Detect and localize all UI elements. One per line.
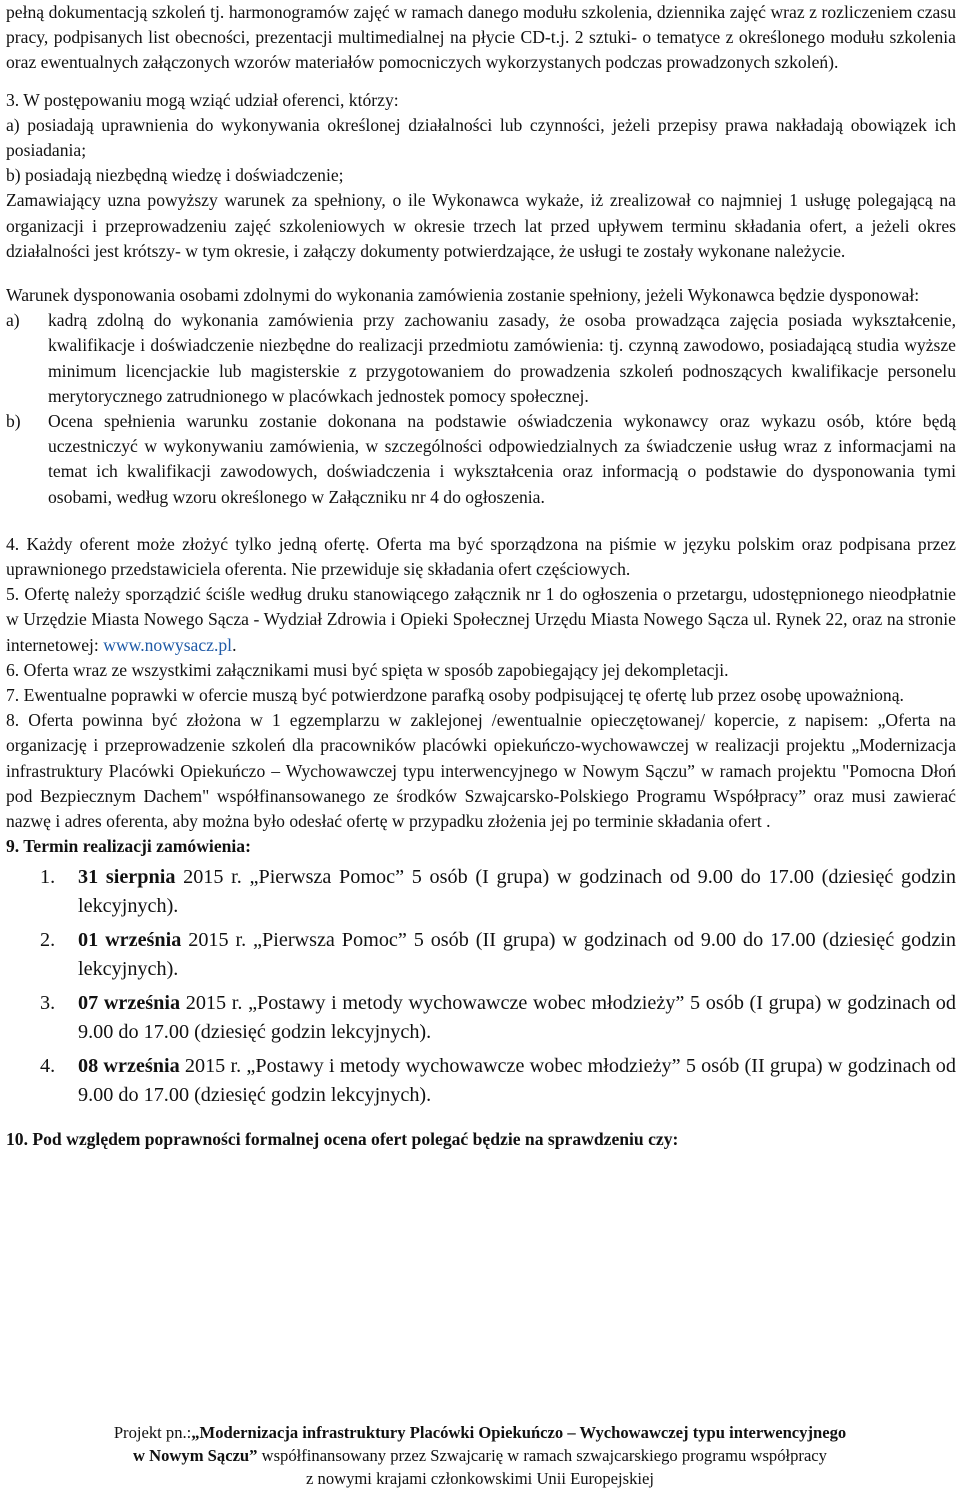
dysponowanie-section <box>6 283 956 510</box>
schedule-text: 2015 r. „Pierwsza Pomoc” 5 osób (I grupa) w godzinach od 9.00 do 17.00 (dziesięć godzin lekcyjnych). <box>78 865 956 917</box>
schedule-date: 08 września <box>78 1054 180 1077</box>
footer-project-title-end: w Nowym Sączu” <box>133 1446 258 1465</box>
schedule-text: 2015 r. „Pierwsza Pomoc” 5 osób (II grupa) w godzinach od 9.00 do 17.00 (dziesięć godzin lekcyjnych). <box>78 928 957 980</box>
section-5-text: 5. Ofertę należy sporządzić ściśle według druku stanowiącego załącznik nr 1 do ogłoszenia o przetargu, udostępnionego nieodpłatnie w Urzędzie Miasta Nowego Sącza - Wydział Zdrowia i Opieki Społecznej Urzędu Miasta Nowego Sącza ul. Rynek 22, oraz na stronie internetowej: <box>6 584 956 655</box>
section-5 <box>6 582 956 658</box>
sections-4-8 <box>6 532 956 834</box>
footer-prefix: Projekt pn.: <box>113 1423 192 1442</box>
item-text: kadrą zdolną do wykonania zamówienia przy zachowaniu zasady, że osoba prowadząca zajęcia posiada wykształcenie, kwalifikacje i doświadczenie niezbędne do realizacji przedmiotu zamówienia: tj. czynną zawodowo, posiadającą studia wyższe minimum licencjackie lub magisterskie z przygotowaniem do prowadzenia szkoleń podnoszących kwalifikacje personelu merytorycznego zatrudnionego w placówkach jednostek pomocy społecznej. <box>48 310 956 406</box>
intro-paragraph: pełną dokumentacją szkoleń tj. harmonogramów zajęć w ramach danego modułu szkolenia, dziennika zajęć wraz z rozliczeniem czasu pracy, podpisanych list obecności, prezentacji multimedialnej na płycie CD-t.j. 2 sztuki- o tematyce z określonego modułu szkolenia oraz ewentualnych załączonych wzorów materiałów pomocniczych wykorzystanych podczas prowadzonych szkoleń). <box>6 2 956 73</box>
item-label: a) <box>6 310 20 331</box>
schedule-number: 4. <box>40 1054 56 1077</box>
section-10-heading: 10. Pod względem poprawności formalnej ocena ofert polegać będzie na sprawdzeniu czy: <box>6 1128 679 1149</box>
item-text: Ocena spełnienia warunku zostanie dokonana na podstawie oświadczenia wykonawcy oraz wykazu osób, które będą uczestniczyć w wykonywaniu zamówienia, w szczególności odpowiedzialnych za świadczenie usług wraz z informacjami na temat ich kwalifikacji zawodowych, doświadczenia i wykształcenia oraz informacją o podstawie do dysponowania tymi osobami, według wzoru określonego w Załączniku nr 4 do ogłoszenia. <box>48 411 956 507</box>
page-footer <box>0 1421 960 1490</box>
dysponowanie-item-b <box>6 409 956 510</box>
section-8: 8. Oferta powinna być złożona w 1 egzemplarzu w zaklejonej /ewentualnie opieczętowanej/ kopercie, z napisem: „Oferta na organizację i przeprowadzenie szkoleń dla pracowników placówki opiekuńczo-wychowawczej w realizacji projektu „Modernizacja infrastruktury Placówki Opiekuńczo – Wychowawczej typu interwencyjnego w Nowym Sączu” w ramach projektu "Pomocna Dłoń pod Bezpiecznym Dachem" współfinansowanego ze środków Szwajcarsko-Polskiego Programu Współpracy” oraz musi zawierać nazwę i adres oferenta, aby można było odesłać ofertę w przypadku złożenia jej po terminie składania ofert . <box>6 710 956 832</box>
section-4: 4. Każdy oferent może złożyć tylko jedną ofertę. Oferta ma być sporządzona na piśmie w języku polskim oraz podpisana przez uprawnionego przedstawiciela oferenta. Nie przewiduje się składania ofert częściowych. <box>6 533 956 580</box>
dysponowanie-item-a <box>6 308 956 409</box>
schedule-number: 2. <box>40 928 56 951</box>
section-3-item-b: b) posiadają niezbędną wiedzę i doświadczenie; <box>6 165 344 186</box>
schedule-date: 01 września <box>78 928 182 951</box>
schedule-item <box>6 863 956 922</box>
section-3-condition: Zamawiający uzna powyższy warunek za spełniony, o ile Wykonawca wykaże, iż zrealizował co najmniej 1 usługę polegającą na organizacji i przeprowadzeniu zajęć szkoleniowych w okresie trzech lat przed upływem terminu składania ofert, a jeżeli okres działalności jest krótszy- w tym okresie, i załączy dokumenty potwierdzające, że usługi te zostały wykonane należycie. <box>6 190 956 261</box>
schedule-number: 3. <box>40 991 56 1014</box>
section-6: 6. Oferta wraz ze wszystkimi załącznikami musi być spięta w sposób zapobiegający jej dekompletacji. <box>6 659 729 680</box>
footer-line-3: z nowymi krajami członkowskimi Unii Europejskiej <box>306 1469 654 1488</box>
schedule-item <box>6 1052 956 1111</box>
website-link[interactable]: www.nowysacz.pl <box>103 634 233 655</box>
section-3-heading: 3. W postępowaniu mogą wziąć udział oferenci, którzy: <box>6 89 399 110</box>
section-9-heading: 9. Termin realizacji zamówienia: <box>6 836 251 857</box>
section-3 <box>6 88 956 264</box>
schedule-date: 31 sierpnia <box>78 865 176 888</box>
dysponowanie-intro: Warunek dysponowania osobami zdolnymi do wykonania zamówienia zostanie spełniony, jeżeli Wykonawca będzie dysponował: <box>6 285 920 306</box>
section-5-end: . <box>232 634 237 655</box>
footer-line-2 <box>0 1444 960 1467</box>
schedule-text: 2015 r. „Postawy i metody wychowawcze wobec młodzieży” 5 osób (I grupa) w godzinach od 9.00 do 17.00 (dziesięć godzin lekcyjnych). <box>78 991 956 1043</box>
schedule-text: 2015 r. „Postawy i metody wychowawcze wobec młodzieży” 5 osób (II grupa) w godzinach od 9.00 do 17.00 (dziesięć godzin lekcyjnych). <box>78 1054 956 1106</box>
schedule-date: 07 września <box>78 991 181 1014</box>
footer-line-1 <box>0 1421 960 1444</box>
section-7: 7. Ewentualne poprawki w ofercie muszą być potwierdzone parafką osoby podpisującej tę ofertę lub przez osobę upoważnioną. <box>6 685 904 706</box>
footer-project-title: „Modernizacja infrastruktury Placówki Opiekuńczo – Wychowawczej typu interwencyjnego <box>191 1423 847 1442</box>
document-page <box>6 0 956 1152</box>
section-3-item-a: a) posiadają uprawnienia do wykonywania określonej działalności lub czynności, jeżeli przepisy prawa nakładają obowiązek ich posiadania; <box>6 114 956 161</box>
schedule-item <box>6 926 956 985</box>
footer-cofinancing: współfinansowany przez Szwajcarię w ramach szwajcarskiego programu współpracy <box>257 1446 827 1465</box>
schedule-list <box>6 863 956 1111</box>
schedule-item <box>6 989 956 1048</box>
item-label: b) <box>6 411 21 432</box>
schedule-number: 1. <box>40 865 56 888</box>
